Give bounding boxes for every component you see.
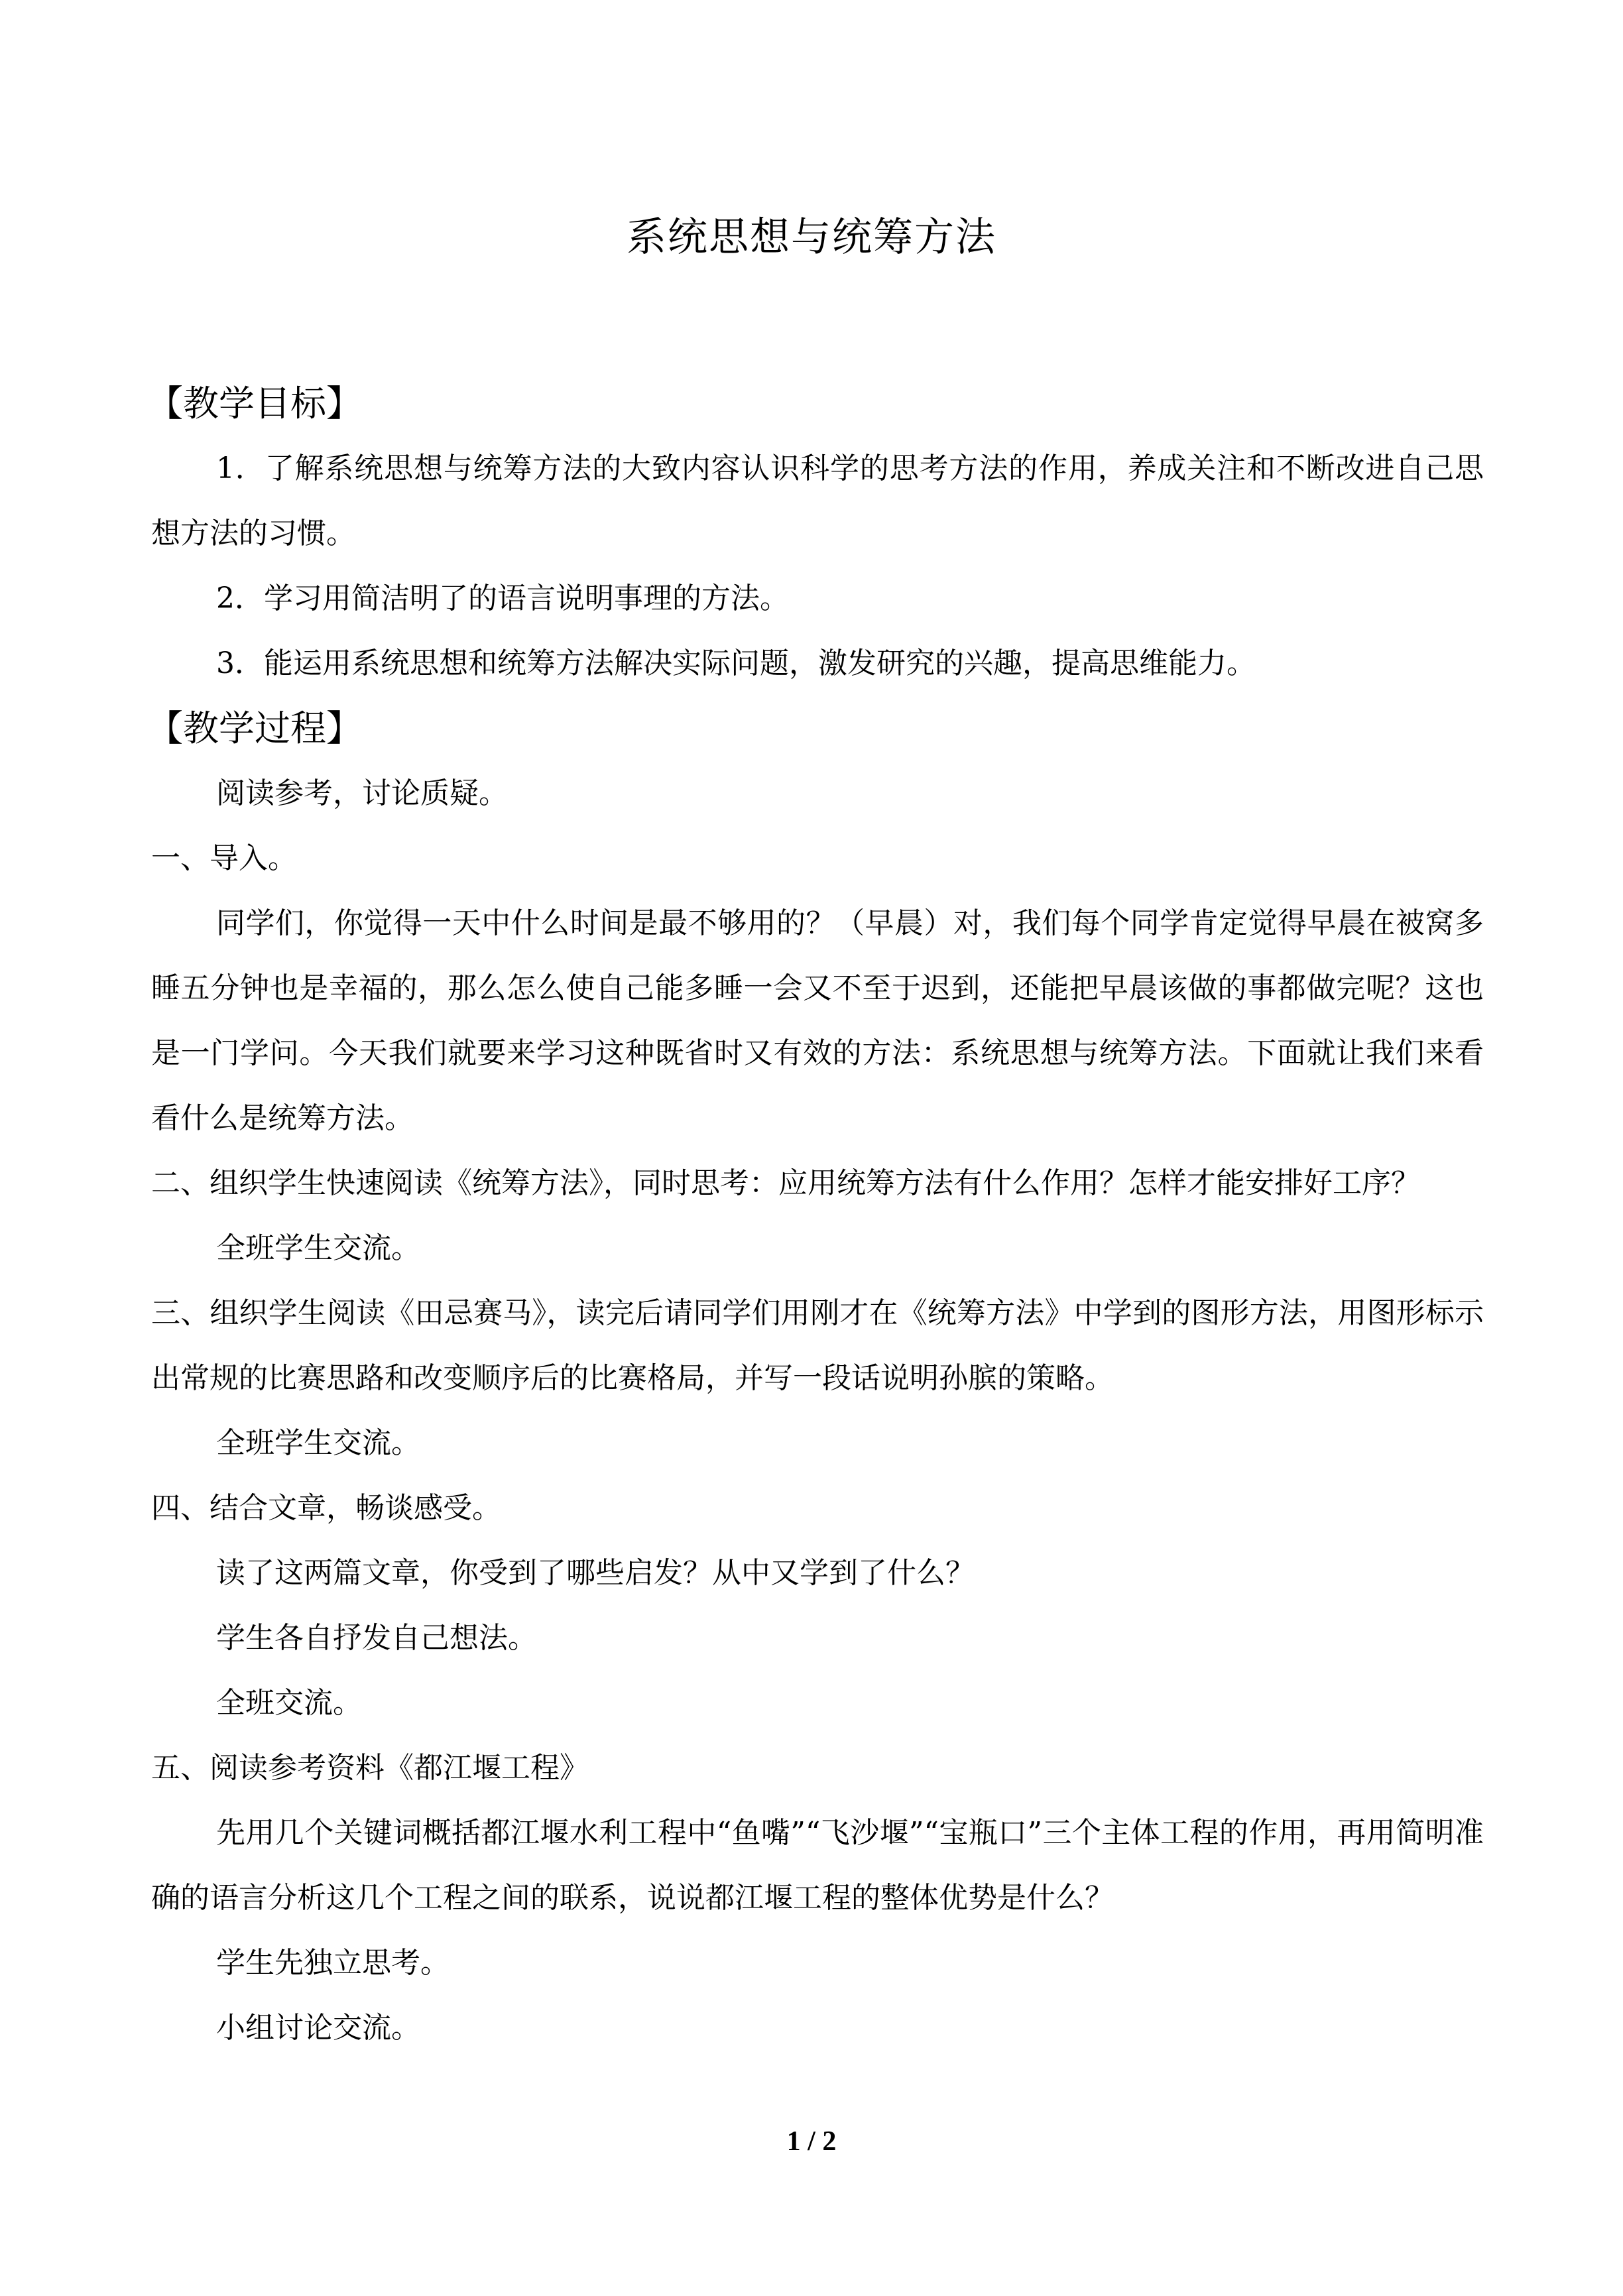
process-paragraph: 学生先独立思考。 <box>216 1946 450 1980</box>
process-step-heading: 一、导入。 <box>151 841 297 875</box>
process-paragraph: 读了这两篇文章，你受到了哪些启发？从中又学到了什么？ <box>216 1556 975 1590</box>
document-body <box>147 371 1484 2061</box>
document-title: 系统思想与统筹方法 <box>627 214 996 261</box>
process-paragraph: 同学们，你觉得一天中什么时间是最不够用的？（早晨）对，我们每个同学肯定觉得早晨在被窝多睡五分钟也是幸福的，那么怎么使自己能多睡一会又不至于迟到，还能把早晨该做的事都做完呢？这也是一门学问。今天我们就要来学习这种既省时又有效的方法：系统思想与统筹方法。下面就让我们来看看什么是统筹方法。 <box>151 906 1484 1135</box>
section-heading-process: 【教学过程】 <box>147 707 362 749</box>
process-step-heading: 四、结合文章，畅谈感受。 <box>151 1491 501 1525</box>
objective-item: 3．能运用系统思想和统筹方法解决实际问题，激发研究的兴趣，提高思维能力。 <box>216 646 1256 680</box>
process-paragraph: 全班学生交流。 <box>216 1426 420 1460</box>
process-paragraph: 小组讨论交流。 <box>216 2011 420 2045</box>
process-paragraph: 阅读参考，讨论质疑。 <box>216 776 508 810</box>
process-paragraph: 学生各自抒发自己想法。 <box>216 1621 537 1655</box>
section-heading-objectives: 【教学目标】 <box>147 383 362 424</box>
process-paragraph: 全班交流。 <box>216 1686 362 1720</box>
process-step-heading: 三、组织学生阅读《田忌赛马》，读完后请同学们用刚才在《统筹方法》中学到的图形方法，用图形标示出常规的比赛思路和改变顺序后的比赛格局，并写一段话说明孙膑的策略。 <box>151 1296 1484 1395</box>
objective-item: 2．学习用简洁明了的语言说明事理的方法。 <box>216 581 789 615</box>
process-step-heading: 五、阅读参考资料《都江堰工程》 <box>151 1751 589 1785</box>
page-number: 1 / 2 <box>786 2126 837 2157</box>
process-step-heading: 二、组织学生快速阅读《统筹方法》，同时思考：应用统筹方法有什么作用？怎样才能安排好工序？ <box>151 1166 1420 1200</box>
process-paragraph: 全班学生交流。 <box>216 1231 420 1265</box>
objective-item: 1．了解系统思想与统筹方法的大致内容认识科学的思考方法的作用，养成关注和不断改进自己思想方法的习惯。 <box>151 452 1484 550</box>
process-paragraph: 先用几个关键词概括都江堰水利工程中“鱼嘴”“飞沙堰”“宝瓶口”三个主体工程的作用，再用简明准确的语言分析这几个工程之间的联系，说说都江堰工程的整体优势是什么？ <box>151 1816 1484 1915</box>
